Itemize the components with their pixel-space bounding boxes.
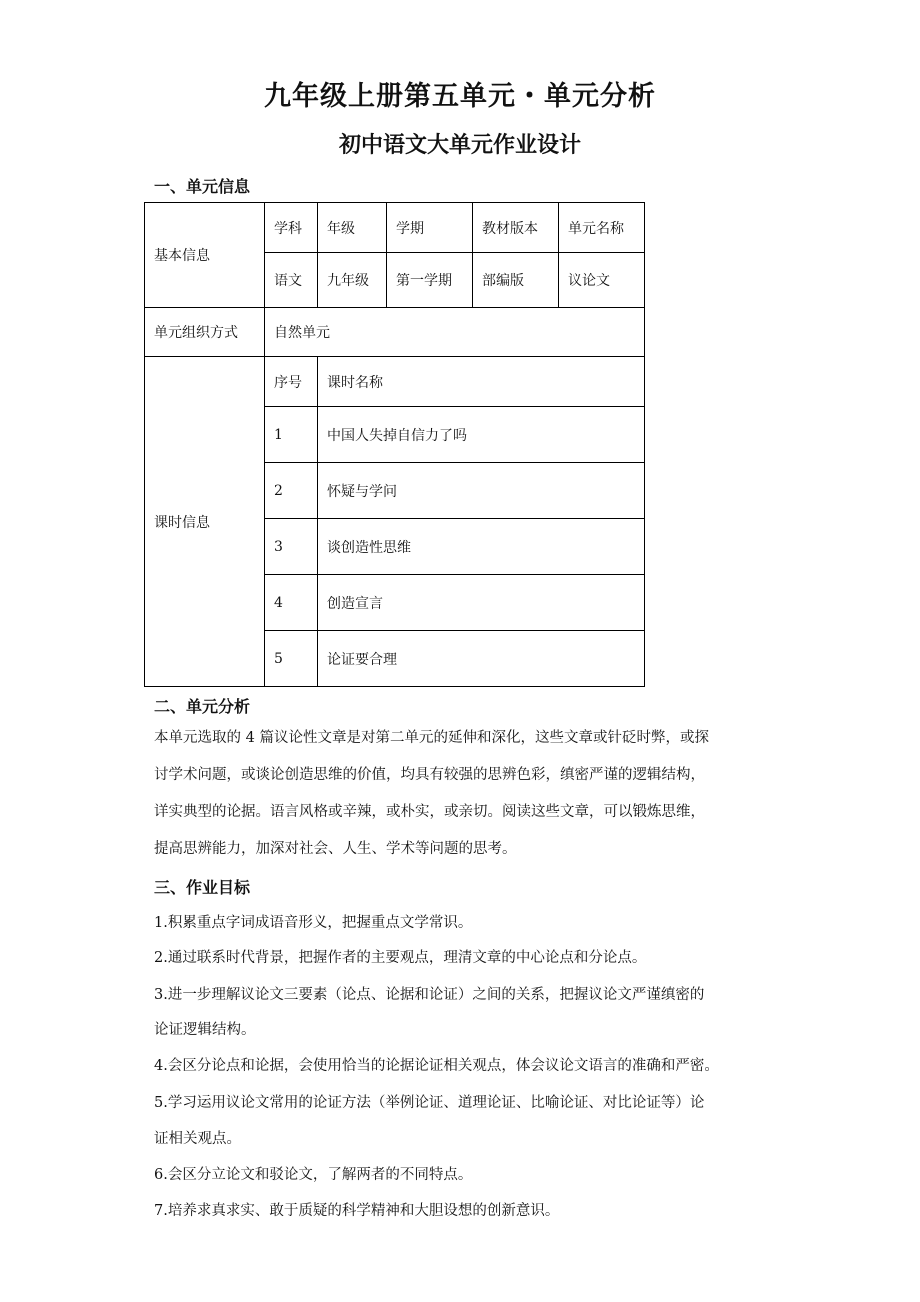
section-heading-unit-analysis: 二、单元分析 <box>154 697 251 716</box>
lesson-name: 论证要合理 <box>318 631 645 687</box>
lesson-name: 谈创造性思维 <box>318 519 645 575</box>
org-value: 自然单元 <box>265 308 645 357</box>
value-cell: 第一学期 <box>387 253 473 308</box>
value-cell: 部编版 <box>473 253 559 308</box>
lesson-no: 5 <box>265 631 318 687</box>
lesson-name: 中国人失掉自信力了吗 <box>318 407 645 463</box>
analysis-line: 提高思辨能力，加深对社会、人生、学术等问题的思考。 <box>154 841 517 857</box>
goal-line: 7.培养求真求实、敢于质疑的科学精神和大胆设想的创新意识。 <box>154 1203 560 1219</box>
header-cell: 年级 <box>318 203 387 253</box>
analysis-paragraph <box>154 720 774 868</box>
lesson-no: 4 <box>265 575 318 631</box>
goal-line: 5.学习运用议论文常用的论证方法（举例论证、道理论证、比喻论证、对比论证等）论 <box>154 1095 705 1111</box>
header-cell: 单元名称 <box>559 203 645 253</box>
value-cell: 九年级 <box>318 253 387 308</box>
lesson-col-name: 课时名称 <box>318 357 645 407</box>
goal-line: 4.会区分论点和论据，会使用恰当的论据论证相关观点，体会议论文语言的准确和严密。 <box>154 1058 719 1074</box>
goal-line: 证相关观点。 <box>154 1131 241 1147</box>
value-cell: 语文 <box>265 253 318 308</box>
lesson-col-no: 序号 <box>265 357 318 407</box>
lesson-info-label: 课时信息 <box>145 357 265 687</box>
analysis-line: 本单元选取的 4 篇议论性文章是对第二单元的延伸和深化，这些文章或针砭时弊，或探 <box>154 730 709 746</box>
page-title: 九年级上册第五单元・单元分析 <box>264 81 656 112</box>
lesson-no: 3 <box>265 519 318 575</box>
unit-info-table <box>144 202 645 687</box>
goal-line: 2.通过联系时代背景，把握作者的主要观点，理清文章的中心论点和分论点。 <box>154 950 647 966</box>
section-heading-homework-goals: 三、作业目标 <box>154 878 251 897</box>
lesson-name: 怀疑与学问 <box>318 463 645 519</box>
lesson-name: 创造宣言 <box>318 575 645 631</box>
analysis-line: 详实典型的论据。语言风格或辛辣，或朴实，或亲切。阅读这些文章，可以锻炼思维， <box>154 804 705 820</box>
lesson-no: 2 <box>265 463 318 519</box>
basic-info-label: 基本信息 <box>145 203 265 308</box>
header-cell: 学期 <box>387 203 473 253</box>
org-label: 单元组织方式 <box>145 308 265 357</box>
header-cell: 学科 <box>265 203 318 253</box>
lesson-no: 1 <box>265 407 318 463</box>
header-cell: 教材版本 <box>473 203 559 253</box>
analysis-line: 讨学术问题，或谈论创造思维的价值，均具有较强的思辨色彩，缜密严谨的逻辑结构， <box>154 767 705 783</box>
goal-line: 1.积累重点字词成语音形义，把握重点文学常识。 <box>154 915 473 931</box>
page-subtitle: 初中语文大单元作业设计 <box>338 132 581 158</box>
section-heading-unit-info: 一、单元信息 <box>154 177 251 196</box>
goal-line: 论证逻辑结构。 <box>154 1022 256 1038</box>
goal-line: 6.会区分立论文和驳论文，了解两者的不同特点。 <box>154 1167 473 1183</box>
value-cell: 议论文 <box>559 253 645 308</box>
goal-line: 3.进一步理解议论文三要素（论点、论据和论证）之间的关系，把握议论文严谨缜密的 <box>154 987 705 1003</box>
